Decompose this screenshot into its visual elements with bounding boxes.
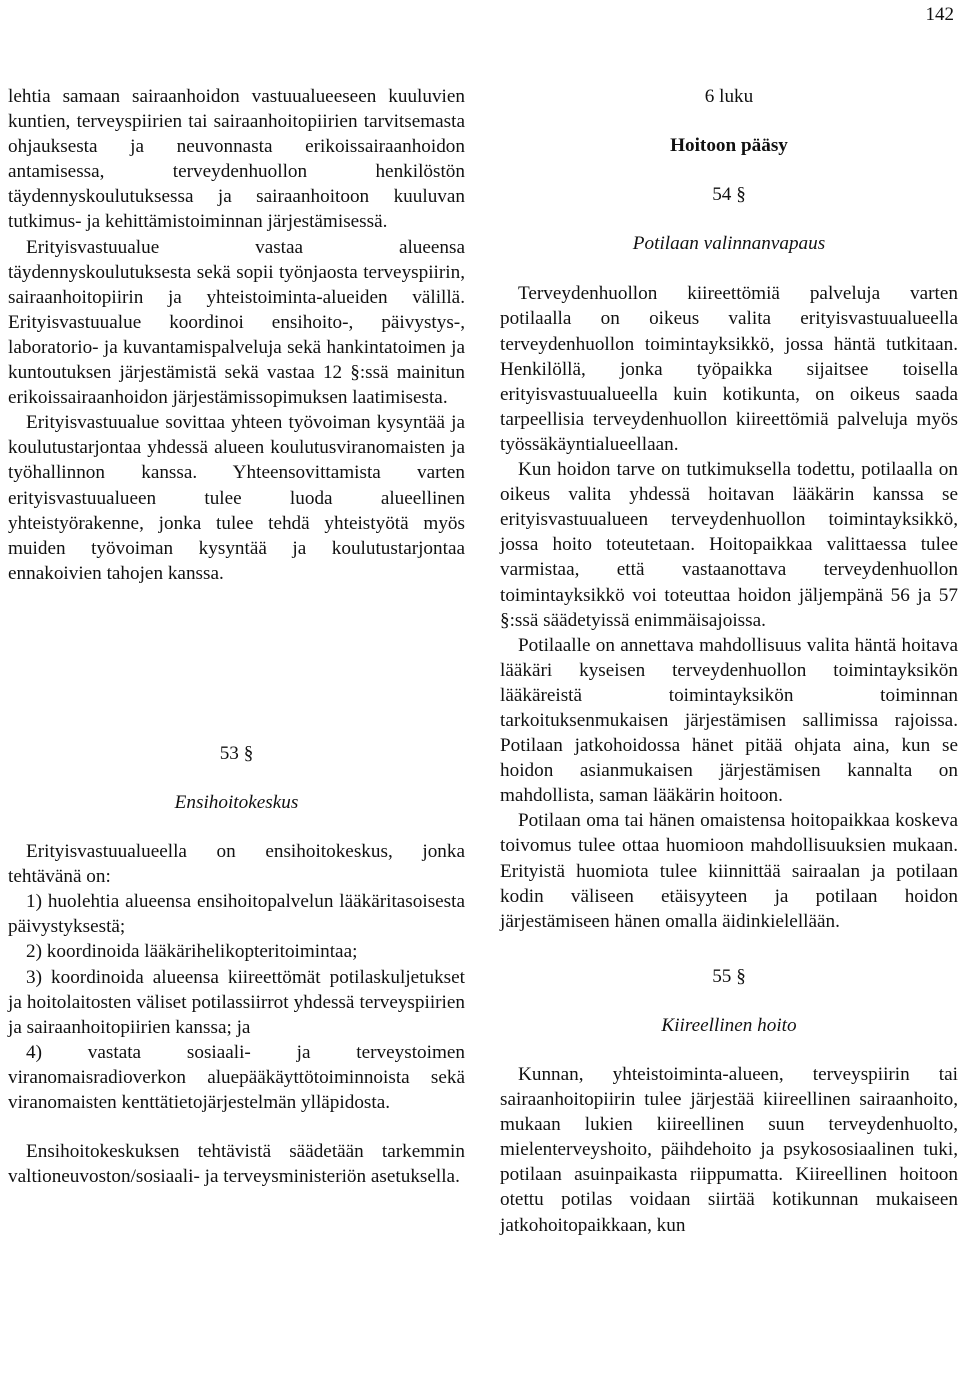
paragraph: Potilaan oma tai hänen omaistensa hoitopaikkaa koskeva toivomus tulee ottaa huomioon mahdollisuuksien mukaan. Erityistä huomiota tulee kiinnittää sairaalan ja potilaan kodin väliseen etäisyyteen ja potilaan hoidon järjestämiseen hänen omalla äidinkielellään. (500, 810, 958, 932)
paragraph: Terveydenhuollon kiireettömiä palveluja varten potilaalla on oikeus valita erityisvastuualueella terveydenhuollon toimintayksikkö, jossa häntä tutkitaan. Henkilöllä, jonka työpaikka sijaitsee toisella erityisvastuualueella kuin kotikunta, on oikeus saada tarpeellisia terveydenhuollon kiireettömiä palveluja myös työssäkäyntialueellaan. (500, 283, 958, 455)
paragraph: Ensihoitokeskuksen tehtävistä säädetään tarkemmin valtioneuvoston/sosiaali- ja terveysministeriön asetuksella. (8, 1141, 465, 1188)
list-item: 3) koordinoida alueensa kiireettömät potilaskuljetukset ja hoitolaitosten väliset potilassiirrot yhdessä terveyspiirien ja sairaanhoitopiirien kanssa; ja (8, 966, 465, 1038)
paragraph: Kunnan, yhteistoiminta-alueen, terveyspiirin tai sairaanhoitopiirin tulee järjestää kiireellinen sairaanhoito, mukaan lukien kiireellinen suun terveydenhuolto, mielenterveyshoito, päihdehoito ja psykososiaalinen tuki, potilaan asuinpaikasta riippumatta. Kiireellinen hoitoon otettu potilas voidaan siirtää kotikunnan mukaiseen jatkohoitopaikkaan, kun (500, 1064, 958, 1236)
paragraph: Erityisvastuualue vastaa alueensa täydennyskoulutuksesta sekä sopii työnjaosta terveyspiirin, sairaanhoitopiirin ja yhteistoiminta-alueiden välillä. Erityisvastuualue koordinoi ensihoito-, päivystys-, laboratorio- ja kuvantamispalveluja sekä hankintatoimen ja kuntoutuksen järjestämistä sekä vastaa 12 §:ssä mainitun erikoissairaanhoidon järjestämissopimuksen laatimisesta. (8, 236, 465, 409)
section-title: Kiireellinen hoito (661, 1014, 797, 1036)
paragraph: Erityisvastuualue sovittaa yhteen työvoiman kysyntää ja koulutustarjontaa yhdessä alueen koulutusviranomaisten ja työhallinnon kanssa. Yhteensovittamista varten erityisvastuualueen tulee luoda alueellinen yhteistyörakenne, jonka tulee tehdä yhteistyötä myös muiden työvoiman kysyntää ja koulutustarjontaa ennakoivien tahojen kanssa. (8, 412, 465, 584)
right-column (500, 84, 958, 1238)
section-title: Potilaan valinnanvapaus (632, 233, 826, 255)
paragraph: Potilaalle on annettava mahdollisuus valita häntä hoitava lääkäri kyseisen terveydenhuollon toimintayksikön lääkäreistä toimintayksikön toiminnan tarkoituksenmukaisen järjestämisen sallimissa rajoissa. Potilaan jatkohoidossa hänet pitää ohjata aina, kun se hoidon asianmukaisen järjestämisen kannalta on mahdollista, saman lääkärin hoitoon. (500, 634, 958, 807)
chapter-number: 6 luku (704, 86, 754, 107)
list-item: 4) vastata sosiaali- ja terveystoimen viranomaisradioverkon aluepääkäyttötoiminnoista sekä viranomaisten kenttätietojärjestelmän ylläpidosta. (8, 1041, 465, 1113)
list-item: 1) huolehtia alueensa ensihoitopalvelun lääkäritasoisesta päivystyksestä; (8, 891, 465, 938)
page-number: 142 (925, 4, 954, 25)
section-number: 55 § (712, 965, 746, 987)
section-title: Ensihoitokeskus (174, 791, 299, 813)
section-number: 53 § (219, 742, 254, 764)
chapter-title: Hoitoon pääsy (670, 135, 788, 157)
section-number: 54 § (712, 184, 746, 206)
left-column (8, 84, 465, 1189)
paragraph: Kun hoidon tarve on tutkimuksella todettu, potilaalla on oikeus valita yhdessä hoitavan lääkärin kanssa se erityisvastuualueen terveydenhuollon toimintayksikkö, jossa hoito toteutetaan. Hoitopaikkaa valittaessa tulee varmistaa, että vastaanottava terveydenhuollon toimintayksikkö voi toteuttaa hoidon jäljempänä 56 ja 57 §:ssä säädetyissä enimmäisajoissa. (500, 459, 958, 631)
paragraph: lehtia samaan sairaanhoidon vastuualueeseen kuuluvien kuntien, terveyspiirien tai sairaanhoitopiirien tarvitsemasta ohjauksesta ja neuvonnasta erikoissairaanhoidon antamisessa, terveydenhuollon henkilöstön täydennyskoulutuksessa ja sairaanhoitoon kuuluvan tutkimus- ja kehittämistoiminnan järjestämisessä. (8, 86, 465, 233)
list-item: 2) koordinoida lääkärihelikopteritoimintaa; (26, 941, 358, 963)
paragraph: Erityisvastuualueella on ensihoitokeskus, jonka tehtävänä on: (8, 841, 465, 888)
